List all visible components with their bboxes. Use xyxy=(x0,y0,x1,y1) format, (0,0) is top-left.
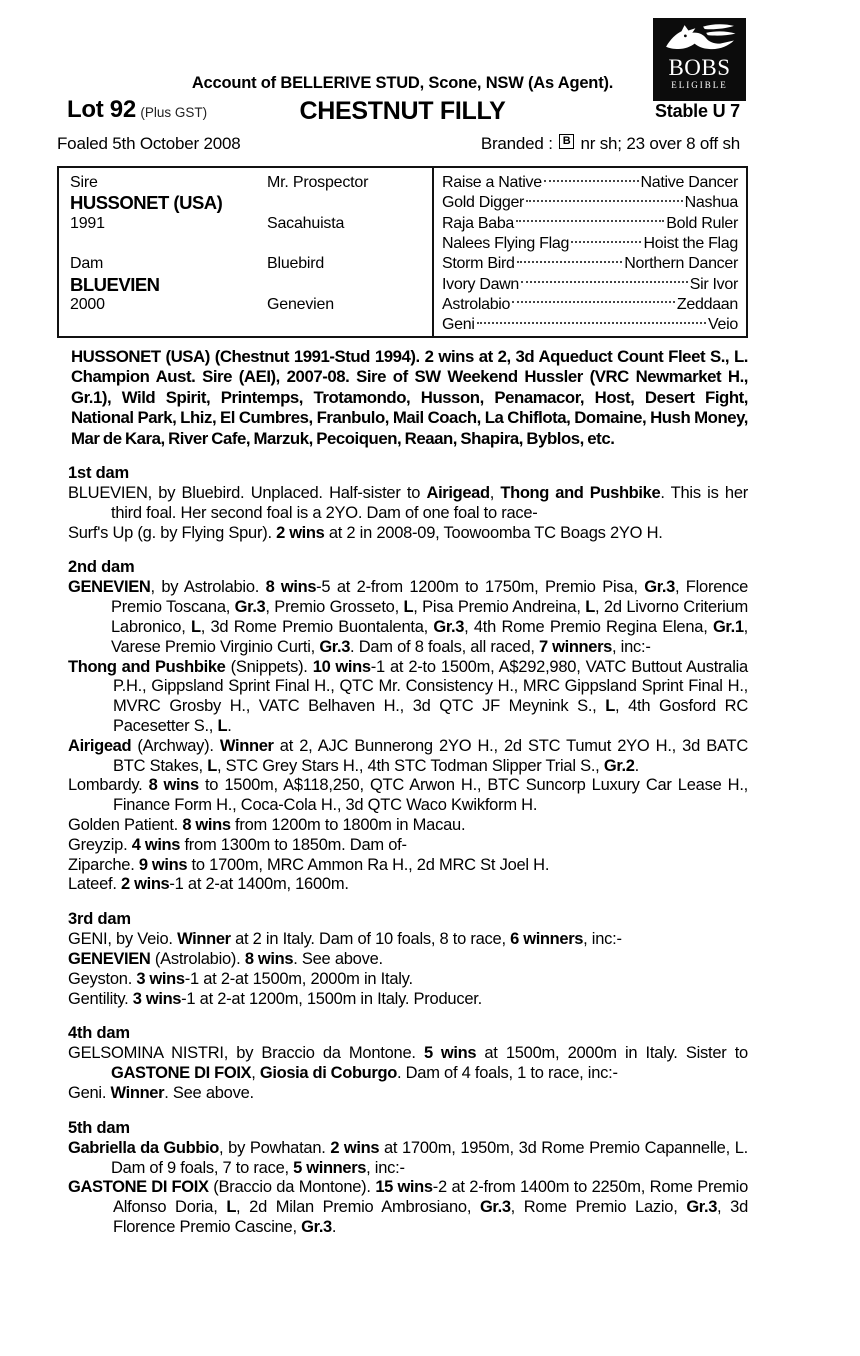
section-5th-dam xyxy=(68,1119,748,1238)
pedigree-paragraph: Lombardy. 8 wins to 1500m, A$118,250, QTC Arwon H., BTC Suncorp Luxury Car Lease H., Finance Form H., Coca-Cola H., 3d QTC Waco Kwikform H. xyxy=(68,776,748,815)
pedigree-parent-cell: Mr. Prospector xyxy=(267,174,369,192)
pedigree-row xyxy=(70,274,432,294)
lot-row xyxy=(57,96,748,128)
ancestor-row xyxy=(442,193,738,213)
section-4th-dam xyxy=(68,1024,748,1103)
brand-mark: B xyxy=(559,134,575,149)
stable-number: Stable U 7 xyxy=(654,101,740,121)
pedigree-row xyxy=(70,173,432,193)
pedigree-paragraph: Gabriella da Gubbio, by Powhatan. 2 wins at 1700m, 1950m, 3d Rome Premio Capannelle, L. Dam of 9 foals, 7 to race, 5 winners, inc:- xyxy=(68,1138,748,1177)
section-heading: 5th dam xyxy=(68,1118,130,1137)
pedigree-names-column xyxy=(59,168,432,336)
section-3rd-dam xyxy=(68,910,748,1009)
pedigree-name-cell: HUSSONET (USA) xyxy=(70,192,223,214)
page-title: CHESTNUT FILLY xyxy=(299,97,506,125)
pedigree-row xyxy=(70,315,432,335)
pedigree-paragraph: GELSOMINA NISTRI, by Braccio da Montone. 5 wins at 1500m, 2000m in Italy. Sister to GASTONE DI FOIX, Giosia di Coburgo. Dam of 4 foals, 1 to race, inc:- xyxy=(68,1044,748,1083)
pedigree-paragraph: Geyston. 3 wins-1 at 2-at 1500m, 2000m in Italy. xyxy=(68,969,413,988)
ancestor-row xyxy=(442,295,738,315)
dot-leader xyxy=(526,200,683,202)
branded-label: Branded : xyxy=(480,134,553,153)
ancestor-name: Gold Digger xyxy=(442,194,525,212)
foaled-row xyxy=(57,134,748,154)
foaled-date: Foaled 5th October 2008 xyxy=(57,134,241,153)
account-line: Account of BELLERIVE STUD, Scone, NSW (As Agent). xyxy=(191,74,614,92)
pedigree-ancestors-column xyxy=(432,168,746,336)
pedigree-paragraph: Airigead (Archway). Winner at 2, AJC Bunnerong 2YO H., 2d STC Tumut 2YO H., 3d BATC BTC Stakes, L, STC Grey Stars H., 4th STC Todman Slipper Trial S., Gr.2. xyxy=(68,736,748,775)
branding-info xyxy=(481,134,748,154)
pedigree-paragraph: Greyzip. 4 wins from 1300m to 1850m. Dam of- xyxy=(68,835,407,854)
pedigree-name-cell: 2000 xyxy=(70,295,105,313)
pedigree-row xyxy=(70,214,432,234)
ancestor-name: Native Dancer xyxy=(640,174,738,192)
dot-leader xyxy=(477,322,706,324)
logo-text: BOBS xyxy=(668,55,731,80)
section-heading: 4th dam xyxy=(68,1024,130,1043)
pedigree-paragraph: Surf's Up (g. by Flying Spur). 2 wins at 2 in 2008-09, Toowoomba TC Boags 2YO H. xyxy=(68,523,663,542)
pedigree-name-cell: BLUEVIEN xyxy=(70,273,160,295)
ancestor-name: Storm Bird xyxy=(442,255,515,273)
pedigree-table xyxy=(57,166,748,338)
ancestor-row xyxy=(442,254,738,274)
ancestor-row xyxy=(442,274,738,294)
pedigree-paragraph: Geni. Winner. See above. xyxy=(68,1083,254,1102)
section-heading: 1st dam xyxy=(68,464,129,483)
section-2nd-dam xyxy=(68,558,748,895)
ancestor-name: Northern Dancer xyxy=(624,255,738,273)
pedigree-name-cell: Dam xyxy=(70,255,104,273)
lot-number: Lot 92 xyxy=(67,96,136,123)
ancestor-name: Ivory Dawn xyxy=(442,275,520,293)
ancestor-name: Zeddaan xyxy=(676,295,738,313)
ancestor-row xyxy=(442,315,738,335)
horse-head-icon xyxy=(663,22,737,56)
pedigree-paragraph: Gentility. 3 wins-1 at 2-at 1200m, 1500m in Italy. Producer. xyxy=(68,989,482,1008)
ancestor-name: Veio xyxy=(708,316,738,334)
dot-leader xyxy=(516,220,664,222)
ancestor-name: Astrolabio xyxy=(442,295,511,313)
ancestor-name: Bold Ruler xyxy=(666,214,738,232)
logo-subtext: ELIGIBLE xyxy=(671,80,728,90)
dot-leader xyxy=(544,180,639,182)
pedigree-parent-cell: Sacahuista xyxy=(267,214,345,232)
ancestor-name: Sir Ivor xyxy=(689,275,738,293)
dot-leader xyxy=(521,281,688,283)
pedigree-row xyxy=(70,193,432,213)
pedigree-paragraph: GENEVIEN (Astrolabio). 8 wins. See above. xyxy=(68,949,383,968)
pedigree-paragraph: Golden Patient. 8 wins from 1200m to 1800m in Macau. xyxy=(68,815,466,834)
dot-leader xyxy=(517,261,623,263)
pedigree-paragraph: GENI, by Veio. Winner at 2 in Italy. Dam of 10 foals, 8 to race, 6 winners, inc:- xyxy=(68,930,622,949)
dot-leader xyxy=(512,301,675,303)
pedigree-text xyxy=(68,347,748,1238)
ancestor-name: Nashua xyxy=(684,194,738,212)
branded-details: nr sh; 23 over 8 off sh xyxy=(580,134,740,153)
section-1st-dam xyxy=(68,464,748,543)
ancestor-row xyxy=(442,234,738,254)
ancestor-row xyxy=(442,214,738,234)
dot-leader xyxy=(571,241,641,243)
pedigree-paragraph: GENEVIEN, by Astrolabio. 8 wins-5 at 2-from 1200m to 1750m, Premio Pisa, Gr.3, Florence Premio Toscana, Gr.3, Premio Grosseto, L, Pisa Premio Andreina, L, 2d Livorno Criterium Labronico, L, 3d Rome Premio Buontalenta, Gr.3, 4th Rome Premio Regina Elena, Gr.1, Varese Premio Virginio Curti, Gr.3. Dam of 8 foals, all raced, 7 winners, inc:- xyxy=(68,578,749,656)
lot-gst-note: (Plus GST) xyxy=(140,105,208,120)
pedigree-parent-cell: Genevien xyxy=(267,295,334,313)
ancestor-name: Hoist the Flag xyxy=(643,235,738,253)
pedigree-paragraph: GASTONE DI FOIX (Braccio da Montone). 15 wins-2 at 2-from 1400m to 2250m, Rome Premio Alfonso Doria, L, 2d Milan Premio Ambrosiano, Gr.3, Rome Premio Lazio, Gr.3, 3d Florence Premio Cascine, Gr.3. xyxy=(68,1178,749,1236)
pedigree-paragraph: BLUEVIEN, by Bluebird. Unplaced. Half-sister to Airigead, Thong and Pushbike. This is her third foal. Her second foal is a 2YO. Dam of one foal to race- xyxy=(68,484,748,522)
pedigree-row xyxy=(70,295,432,315)
pedigree-name-cell: Sire xyxy=(70,174,98,192)
ancestor-name: Raja Baba xyxy=(442,214,515,232)
ancestor-name: Geni xyxy=(442,316,475,334)
ancestor-row xyxy=(442,173,738,193)
pedigree-parent-cell: Bluebird xyxy=(267,255,325,273)
section-heading: 3rd dam xyxy=(68,910,131,929)
lot-left xyxy=(67,96,207,124)
pedigree-paragraph: Ziparche. 9 wins to 1700m, MRC Ammon Ra H., 2d MRC St Joel H. xyxy=(68,855,550,874)
section-heading: 2nd dam xyxy=(68,558,135,577)
ancestor-name: Raise a Native xyxy=(442,174,542,192)
sire-summary-paragraph: HUSSONET (USA) (Chestnut 1991-Stud 1994). 2 wins at 2, 3d Aqueduct Count Fleet S., L. Champion Aust. Sire (AEI), 2007-08. Sire of SW Weekend Hussler (VRC Newmarket H., Gr.1), Wild Spirit, Printemps, Trotamondo, Husson, Penamacor, Host, Desert Fight, National Park, Lhiz, El Cumbres, Franbulo, Mail Coach, La Chiflota, Domaine, Hush Money, Mar de Kara, River Cafe, Marzuk, Pecoiquen, Reaan, Shapira, Byblos, etc. xyxy=(71,347,748,448)
pedigree-row xyxy=(70,234,432,254)
pedigree-paragraph: Lateef. 2 wins-1 at 2-at 1400m, 1600m. xyxy=(68,875,349,894)
pedigree-paragraph: Thong and Pushbike (Snippets). 10 wins-1 at 2-to 1500m, A$292,980, VATC Buttout Australia P.H., Gippsland Sprint Final H., QTC Mr. Consistency H., MRC Gippsland Sprint Final H., MVRC Grosby H., VATC Belhaven H., 3d QTC JF Meynink S., L, 4th Gosford RC Pacesetter S., L. xyxy=(68,657,749,735)
pedigree-row xyxy=(70,254,432,274)
pedigree-name-cell: 1991 xyxy=(70,214,105,232)
ancestor-name: Nalees Flying Flag xyxy=(442,235,570,253)
